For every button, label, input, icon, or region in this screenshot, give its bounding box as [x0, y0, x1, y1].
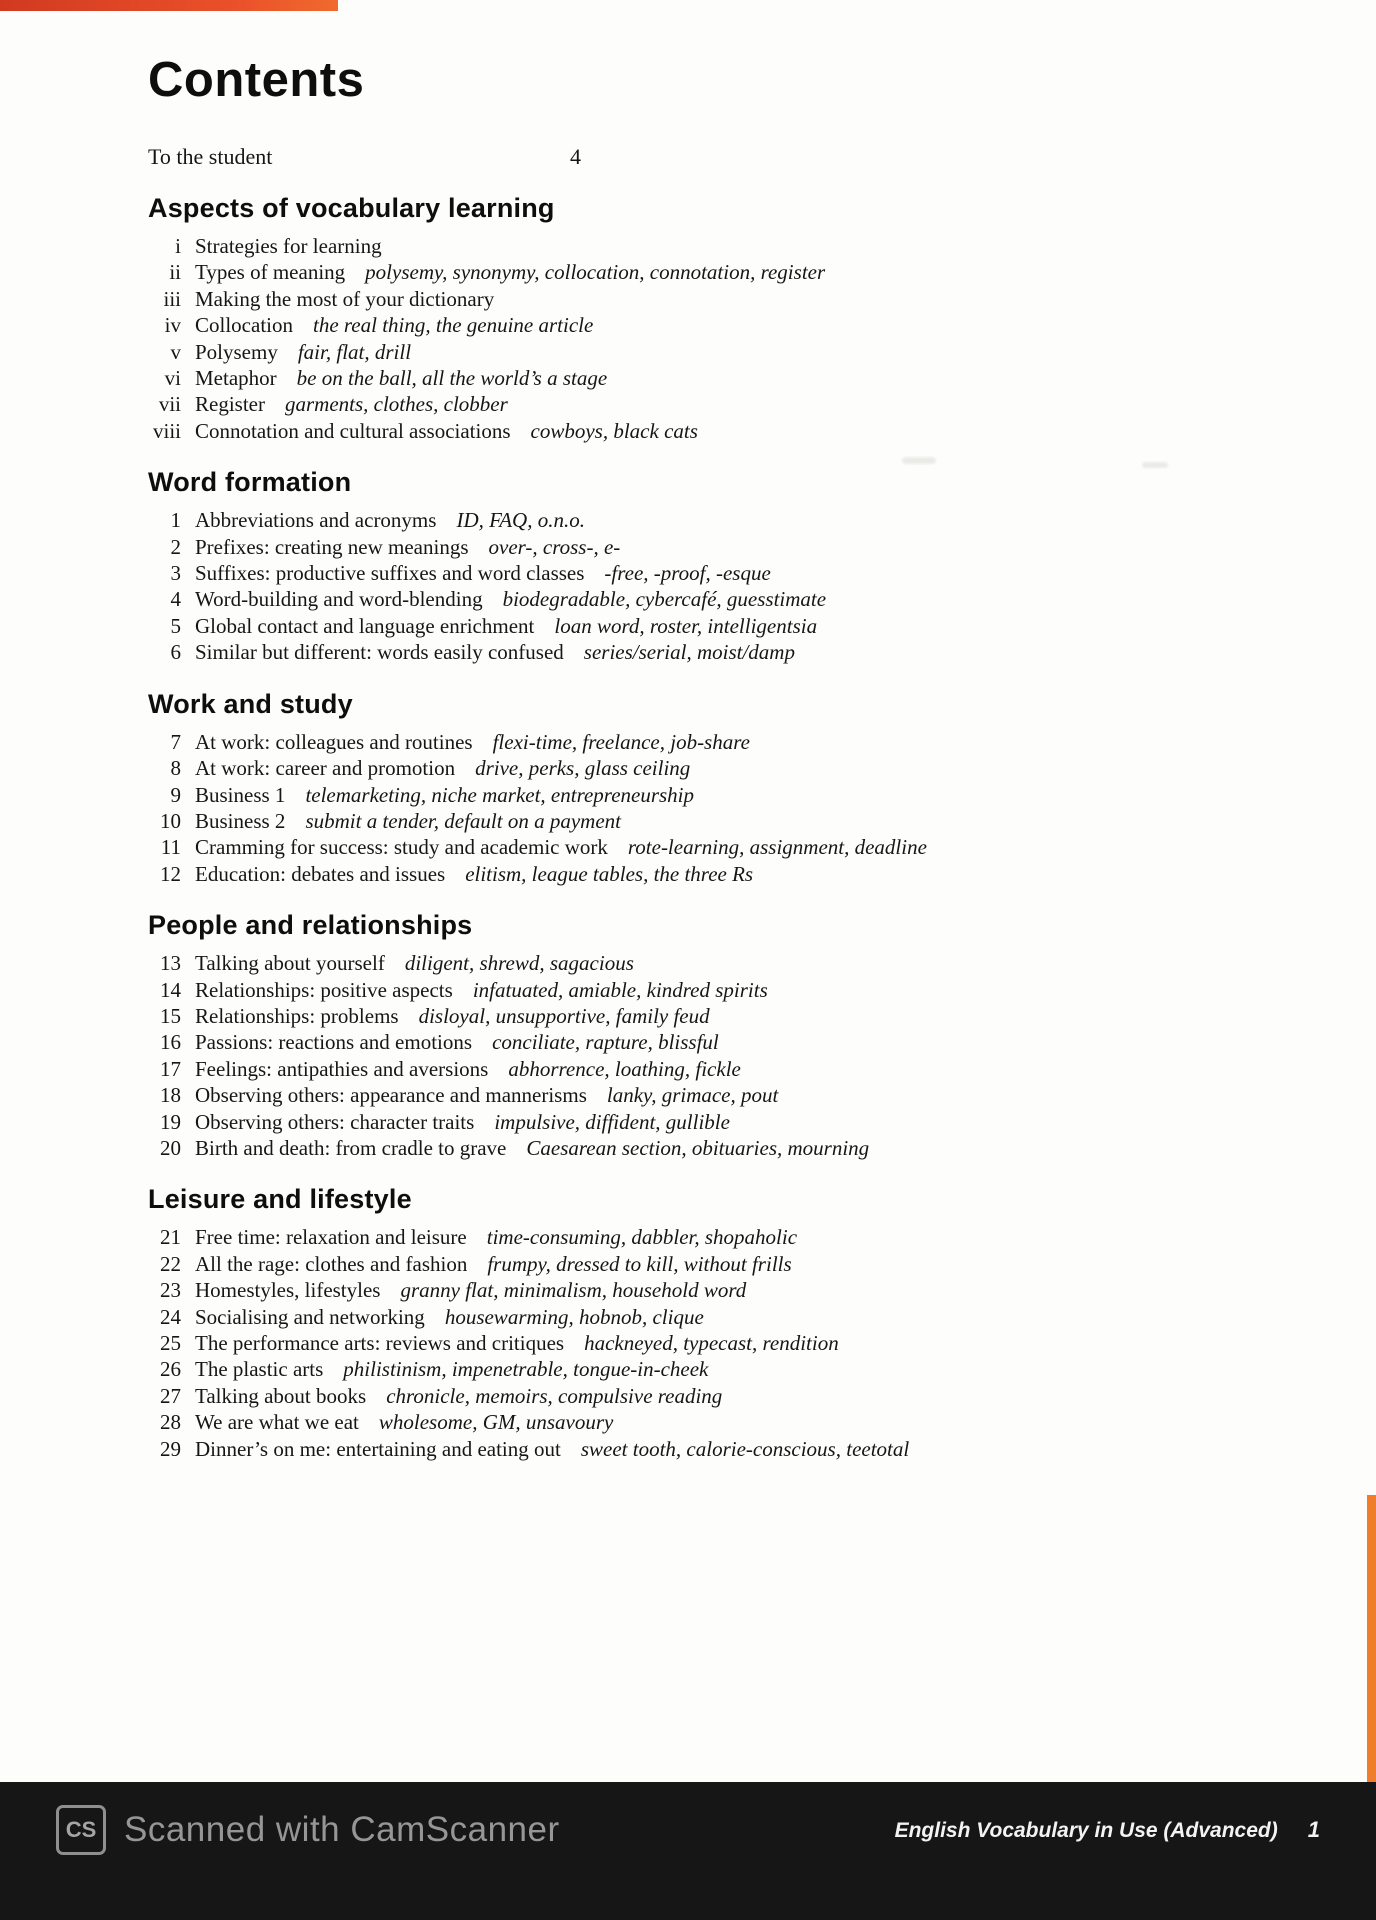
unit-title: Passions: reactions and emotions: [195, 1030, 473, 1055]
camscanner-bar: [0, 1782, 1376, 1920]
toc-item: [148, 729, 1340, 755]
unit-keywords: elitism, league tables, the three Rs: [465, 861, 754, 886]
unit-keywords: cowboys, black cats: [530, 418, 698, 443]
toc-item: [148, 365, 1340, 391]
toc-item: [148, 1277, 1340, 1303]
unit-keywords: wholesome, GM, unsavoury: [378, 1410, 614, 1435]
unit-number: 27: [160, 1383, 181, 1408]
unit-keywords: sweet tooth, calorie-conscious, teetotal: [580, 1436, 910, 1461]
unit-keywords: be on the ball, all the world’s a stage: [296, 366, 608, 391]
unit-keywords: garments, clothes, clobber: [284, 392, 508, 417]
toc-item: [148, 1029, 1340, 1055]
unit-title: Polysemy: [195, 339, 278, 364]
unit-title: The performance arts: reviews and critiques: [195, 1331, 565, 1355]
unit-number: 12: [160, 861, 181, 886]
section-heading: Work and study: [148, 688, 353, 719]
unit-keywords: rote-learning, assignment, deadline: [627, 835, 927, 860]
unit-title: Observing others: appearance and mannerisms: [195, 1083, 587, 1108]
toc-item: [148, 507, 1340, 533]
unit-keywords: hackneyed, typecast, rendition: [584, 1331, 839, 1355]
unit-title: Making the most of your dictionary: [195, 286, 495, 311]
toc-item: [148, 1409, 1340, 1435]
unit-title: Relationships: positive aspects: [195, 977, 453, 1002]
unit-number: iii: [163, 286, 181, 311]
unit-title: Similar but different: words easily confused: [195, 640, 564, 665]
unit-keywords: Caesarean section, obituaries, mourning: [526, 1135, 870, 1160]
toc-section: [148, 467, 1340, 665]
unit-number: iv: [164, 313, 181, 338]
toc-item: [148, 418, 1340, 444]
toc-item: [148, 339, 1340, 365]
unit-title: Talking about yourself: [195, 951, 385, 976]
unit-title: The plastic arts: [195, 1357, 324, 1382]
toc-item: [148, 977, 1340, 1003]
unit-title: Prefixes: creating new meanings: [195, 534, 469, 559]
toc-item: [148, 391, 1340, 417]
scan-edge-strip-right: [1367, 1495, 1376, 1782]
unit-keywords: flexi-time, freelance, job-share: [492, 729, 750, 754]
camscanner-watermark: Scanned with CamScanner: [124, 1810, 560, 1849]
toc-item: [148, 1436, 1340, 1462]
unit-number: 19: [160, 1109, 181, 1134]
toc-item: [148, 861, 1340, 887]
toc-item: [148, 534, 1340, 560]
toc-item: [148, 1003, 1340, 1029]
unit-title: Talking about books: [195, 1383, 367, 1408]
unit-number: 4: [170, 587, 181, 612]
toc-item: [148, 1304, 1340, 1330]
unit-title: Education: debates and issues: [195, 861, 446, 886]
unit-number: 2: [170, 534, 181, 559]
unit-number: 8: [170, 756, 181, 781]
toc-section: [148, 910, 1340, 1161]
unit-number: 23: [160, 1278, 181, 1303]
unit-number: 1: [170, 508, 181, 533]
unit-title: Register: [195, 392, 265, 417]
unit-keywords: polysemy, synonymy, collocation, connotation, register: [365, 260, 826, 285]
front-matter-page-number: 4: [570, 144, 581, 169]
unit-title: Suffixes: productive suffixes and word classes: [195, 561, 585, 586]
toc-item: [148, 755, 1340, 781]
unit-number: 16: [160, 1030, 181, 1055]
toc-item: [148, 286, 1340, 312]
unit-number: 5: [170, 613, 181, 638]
toc-item: [148, 1251, 1340, 1277]
book-title: English Vocabulary in Use (Advanced): [894, 1819, 1278, 1842]
unit-keywords: housewarming, hobnob, clique: [444, 1304, 704, 1329]
unit-number: 26: [160, 1357, 181, 1382]
section-heading: Leisure and lifestyle: [148, 1184, 412, 1215]
unit-number: 29: [160, 1436, 181, 1461]
unit-title: Types of meaning: [195, 260, 346, 285]
unit-number: 17: [160, 1056, 181, 1081]
unit-title: Business 1: [195, 782, 286, 807]
unit-keywords: lanky, grimace, pout: [606, 1083, 779, 1108]
camscanner-logo-icon: CS: [56, 1805, 106, 1855]
unit-number: 14: [160, 977, 181, 1002]
unit-number: viii: [152, 418, 181, 443]
unit-number: 7: [170, 729, 181, 754]
toc-item: [148, 586, 1340, 612]
unit-title: Birth and death: from cradle to grave: [195, 1135, 507, 1160]
toc-item: [148, 950, 1340, 976]
unit-title: Free time: relaxation and leisure: [195, 1225, 467, 1250]
unit-keywords: over-, cross-, e-: [488, 534, 621, 559]
unit-title: Dinner’s on me: entertaining and eating out: [195, 1436, 561, 1461]
unit-keywords: fair, flat, drill: [297, 339, 412, 364]
toc-item: [148, 782, 1340, 808]
toc-section: [148, 1184, 1340, 1462]
unit-title: Feelings: antipathies and aversions: [195, 1056, 489, 1081]
book-page-number: 1: [1307, 1817, 1320, 1842]
unit-number: i: [175, 234, 181, 258]
toc-item: [148, 1109, 1340, 1135]
unit-number: 13: [160, 951, 181, 976]
unit-number: 25: [160, 1331, 181, 1355]
toc-item: [148, 834, 1340, 860]
unit-title: Business 2: [195, 808, 286, 833]
unit-keywords: conciliate, rapture, blissful: [492, 1030, 719, 1055]
unit-keywords: loan word, roster, intelligentsia: [554, 613, 818, 638]
unit-keywords: infatuated, amiable, kindred spirits: [472, 977, 768, 1002]
front-matter-label: To the student: [148, 144, 273, 169]
unit-title: Metaphor: [195, 366, 277, 391]
unit-keywords: series/serial, moist/damp: [583, 640, 795, 665]
unit-title: Relationships: problems: [195, 1003, 399, 1028]
unit-title: Collocation: [195, 313, 293, 338]
toc-item: [148, 1224, 1340, 1250]
toc-item: [148, 1330, 1340, 1356]
unit-number: 10: [160, 808, 181, 833]
unit-number: 21: [160, 1225, 181, 1250]
toc-section: [148, 689, 1340, 887]
section-heading: People and relationships: [148, 910, 473, 941]
unit-keywords: ID, FAQ, o.n.o.: [456, 508, 585, 533]
unit-keywords: frumpy, dressed to kill, without frills: [487, 1251, 792, 1276]
unit-keywords: abhorrence, loathing, fickle: [508, 1056, 741, 1081]
unit-keywords: time-consuming, dabbler, shopaholic: [486, 1225, 798, 1250]
unit-keywords: chronicle, memoirs, compulsive reading: [386, 1383, 723, 1408]
unit-number: 3: [170, 561, 181, 586]
unit-number: v: [170, 339, 181, 364]
unit-keywords: diligent, shrewd, sagacious: [404, 951, 634, 976]
section-heading: Aspects of vocabulary learning: [148, 193, 555, 223]
unit-number: vi: [164, 366, 181, 391]
unit-title: Abbreviations and acronyms: [195, 508, 437, 533]
contents-body: [148, 52, 1340, 1462]
unit-keywords: telemarketing, niche market, entrepreneurship: [305, 782, 695, 807]
unit-number: 22: [160, 1251, 181, 1276]
unit-title: Socialising and networking: [195, 1304, 425, 1329]
unit-title: All the rage: clothes and fashion: [195, 1251, 468, 1276]
unit-title: Strategies for learning: [195, 234, 382, 258]
toc-item: [148, 808, 1340, 834]
page-title: Contents: [148, 53, 365, 107]
unit-title: Observing others: character traits: [195, 1109, 475, 1134]
unit-number: 15: [160, 1003, 181, 1028]
toc-item: [148, 1135, 1340, 1161]
unit-keywords: drive, perks, glass ceiling: [475, 756, 691, 781]
unit-number: 24: [160, 1304, 181, 1329]
front-matter-row: [148, 144, 1340, 170]
unit-number: 28: [160, 1410, 181, 1435]
unit-title: At work: colleagues and routines: [195, 729, 473, 754]
toc-item: [148, 639, 1340, 665]
unit-title: Homestyles, lifestyles: [195, 1278, 381, 1303]
unit-keywords: disloyal, unsupportive, family feud: [418, 1003, 710, 1028]
unit-keywords: the real thing, the genuine article: [313, 313, 594, 338]
unit-title: Cramming for success: study and academic work: [195, 835, 608, 860]
unit-title: Global contact and language enrichment: [195, 613, 535, 638]
toc-item: [148, 1356, 1340, 1382]
section-heading: Word formation: [148, 467, 352, 498]
toc-item: [148, 312, 1340, 338]
unit-title: Connotation and cultural associations: [195, 418, 511, 443]
toc-item: [148, 1082, 1340, 1108]
unit-number: 6: [170, 640, 181, 665]
toc-item: [148, 613, 1340, 639]
book-footer: [895, 1817, 1320, 1843]
unit-title: At work: career and promotion: [195, 756, 456, 781]
unit-number: 11: [160, 835, 181, 860]
toc-item: [148, 233, 1340, 259]
unit-number: 9: [170, 782, 181, 807]
unit-title: Word-building and word-blending: [195, 587, 483, 612]
toc-section: [148, 193, 1340, 444]
unit-number: vii: [158, 392, 181, 417]
unit-number: 20: [160, 1135, 181, 1160]
unit-keywords: granny flat, minimalism, household word: [400, 1278, 747, 1303]
unit-keywords: submit a tender, default on a payment: [305, 808, 621, 833]
unit-keywords: philistinism, impenetrable, tongue-in-cheek: [343, 1357, 709, 1382]
unit-title: We are what we eat: [195, 1410, 359, 1435]
unit-number: ii: [169, 260, 181, 285]
toc-item: [148, 259, 1340, 285]
unit-keywords: biodegradable, cybercafé, guesstimate: [502, 587, 827, 612]
toc-item: [148, 1383, 1340, 1409]
unit-keywords: impulsive, diffident, gullible: [494, 1109, 730, 1134]
toc-item: [148, 560, 1340, 586]
scan-edge-strip-top: [0, 0, 338, 11]
unit-keywords: -free, -proof, -esque: [604, 561, 771, 586]
toc-sections: [148, 193, 1340, 1462]
unit-number: 18: [160, 1083, 181, 1108]
toc-item: [148, 1056, 1340, 1082]
